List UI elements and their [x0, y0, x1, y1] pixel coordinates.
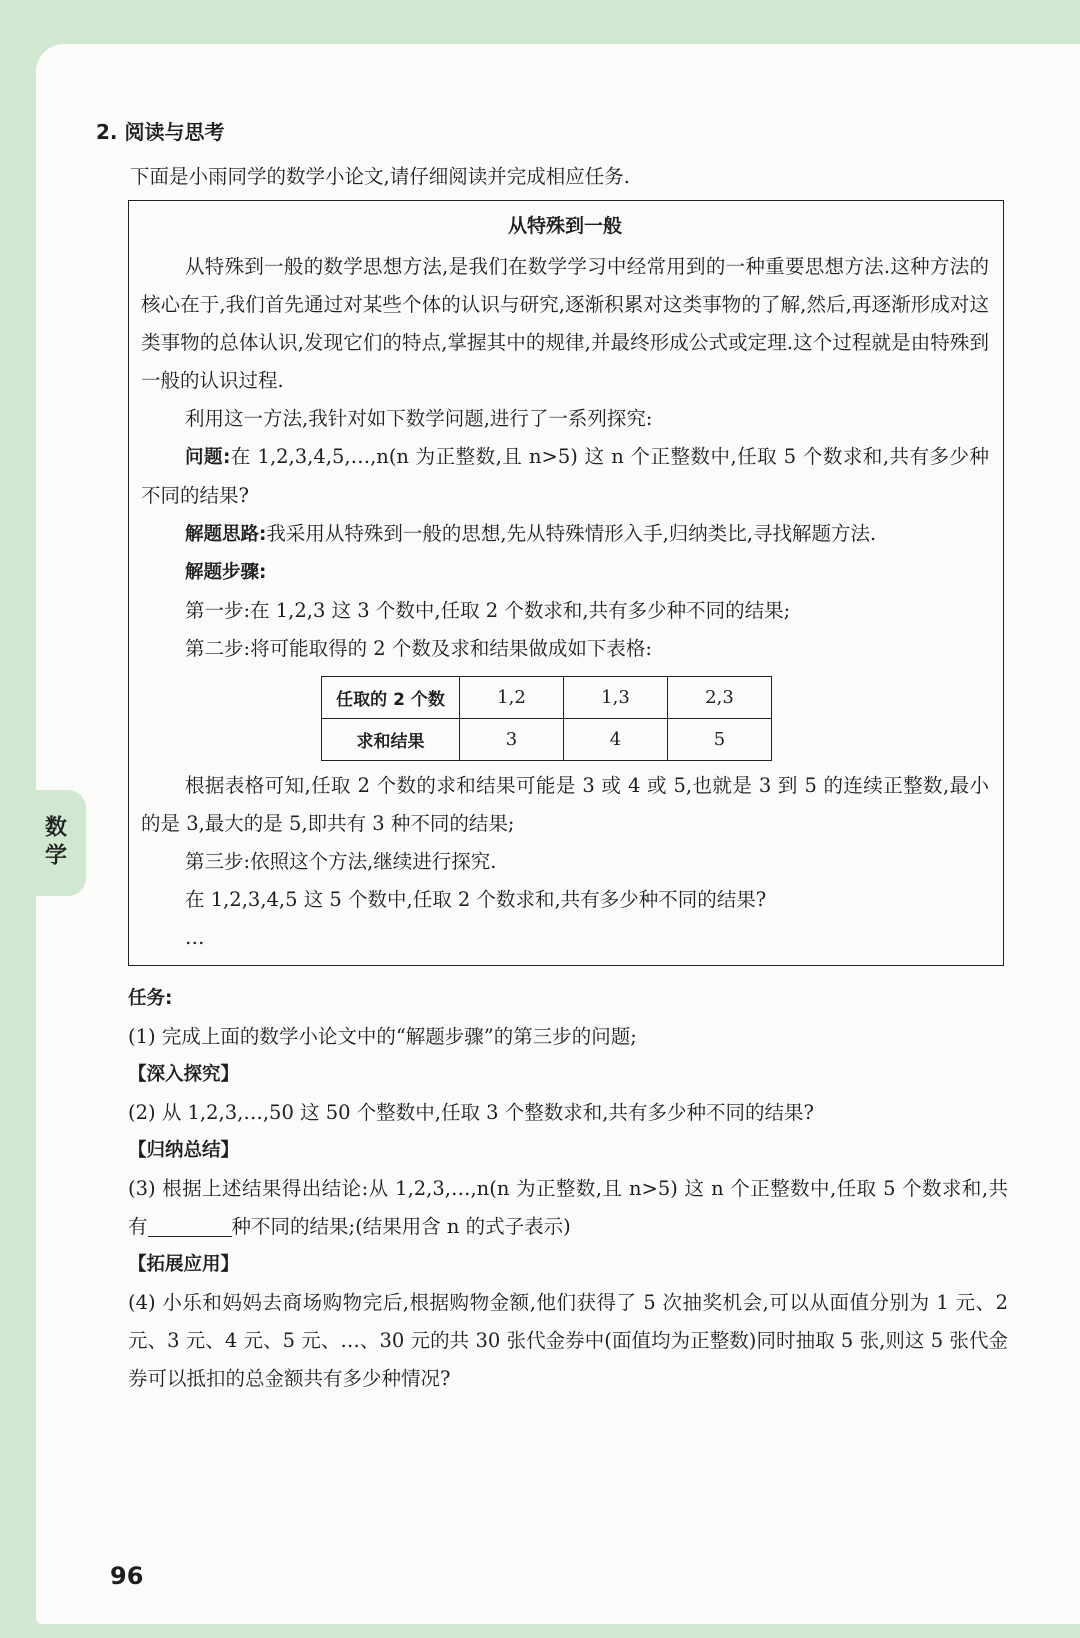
task-3-part-a: (3) 根据上述结果得出结论:从 1,2,3,…,n(n 为正整数,且 n>5) 这 n 个正整数中,任取 5 个数求和,共有	[128, 1177, 1008, 1238]
question-title: 2. 阅读与思考	[96, 120, 225, 144]
essay-paragraph-1: 从特殊到一般的数学思想方法,是我们在数学学习中经常用到的一种重要思想方法.这种方法的核心在于,我们首先通过对某些个体的认识与研究,逐渐积累对这类事物的了解,然后,再逐渐形成对这类事物的总体认识,发现它们的特点,掌握其中的规律,并最终形成公式或定理.这个过程就是由特殊到一般的认识过程.	[141, 255, 989, 392]
table-row-header: 任取的 2 个数	[322, 677, 460, 719]
tag-apply: 【拓展应用】	[128, 1254, 240, 1275]
sum-results-table	[321, 676, 772, 761]
tasks-section	[128, 980, 1008, 1398]
essay-problem	[141, 438, 989, 515]
tag-summary: 【归纳总结】	[128, 1140, 240, 1161]
question-intro: 下面是小雨同学的数学小论文,请仔细阅读并完成相应任务.	[130, 165, 630, 188]
answer-blank[interactable]	[148, 1215, 232, 1237]
task-1: (1) 完成上面的数学小论文中的“解题步骤”的第三步的问题;	[128, 1025, 637, 1048]
approach-text: 我采用从特殊到一般的思想,先从特殊情形入手,归纳类比,寻找解题方法.	[266, 522, 877, 545]
table-conclusion: 根据表格可知,任取 2 个数的求和结果可能是 3 或 4 或 5,也就是 3 到 5 的连续正整数,最小的是 3,最大的是 5,即共有 3 种不同的结果;	[141, 774, 989, 835]
essay-title: 从特殊到一般	[507, 215, 622, 237]
subject-tab-label: 数学	[41, 815, 67, 871]
approach-label: 解题思路:	[185, 524, 267, 545]
step-1: 第一步:在 1,2,3 这 3 个数中,任取 2 个数求和,共有多少种不同的结果;	[185, 599, 791, 622]
table-cell: 5	[668, 719, 772, 761]
table-row	[322, 719, 772, 761]
essay-ellipsis: …	[185, 926, 205, 949]
table-cell: 4	[564, 719, 668, 761]
step-3-question: 在 1,2,3,4,5 这 5 个数中,任取 2 个数求和,共有多少种不同的结果?	[185, 888, 767, 911]
table-cell: 1,3	[564, 677, 668, 719]
tag-explore: 【深入探究】	[128, 1064, 240, 1085]
step-3: 第三步:依照这个方法,继续进行探究.	[185, 850, 497, 873]
task-3-part-b: 种不同的结果;(结果用含 n 的式子表示)	[231, 1215, 571, 1238]
tasks-label: 任务:	[128, 988, 173, 1009]
essay-approach	[141, 515, 989, 554]
table-row	[322, 677, 772, 719]
table-cell: 1,2	[460, 677, 564, 719]
essay-paragraph-2: 利用这一方法,我针对如下数学问题,进行了一系列探究:	[185, 407, 653, 430]
task-3	[128, 1170, 1008, 1246]
task-2: (2) 从 1,2,3,…,50 这 50 个整数中,任取 3 个整数求和,共有多少种不同的结果?	[128, 1101, 814, 1124]
problem-label: 问题:	[185, 447, 231, 468]
steps-label: 解题步骤:	[185, 562, 267, 583]
step-2: 第二步:将可能取得的 2 个数及求和结果做成如下表格:	[185, 637, 652, 660]
task-4: (4) 小乐和妈妈去商场购物完后,根据购物金额,他们获得了 5 次抽奖机会,可以从面值分别为 1 元、2 元、3 元、4 元、5 元、…、30 元的共 30 张代金券中(面值均为正整数)同时抽取 5 张,则这 5 张代金券可以抵扣的总金额共有多少种情况?	[128, 1291, 1008, 1390]
table-cell: 3	[460, 719, 564, 761]
table-row-header: 求和结果	[322, 719, 460, 761]
problem-text: 在 1,2,3,4,5,…,n(n 为正整数,且 n>5) 这 n 个正整数中,任取 5 个数求和,共有多少种不同的结果?	[141, 445, 989, 507]
page-number: 96	[110, 1562, 144, 1590]
essay-box	[128, 200, 1004, 966]
table-cell: 2,3	[668, 677, 772, 719]
